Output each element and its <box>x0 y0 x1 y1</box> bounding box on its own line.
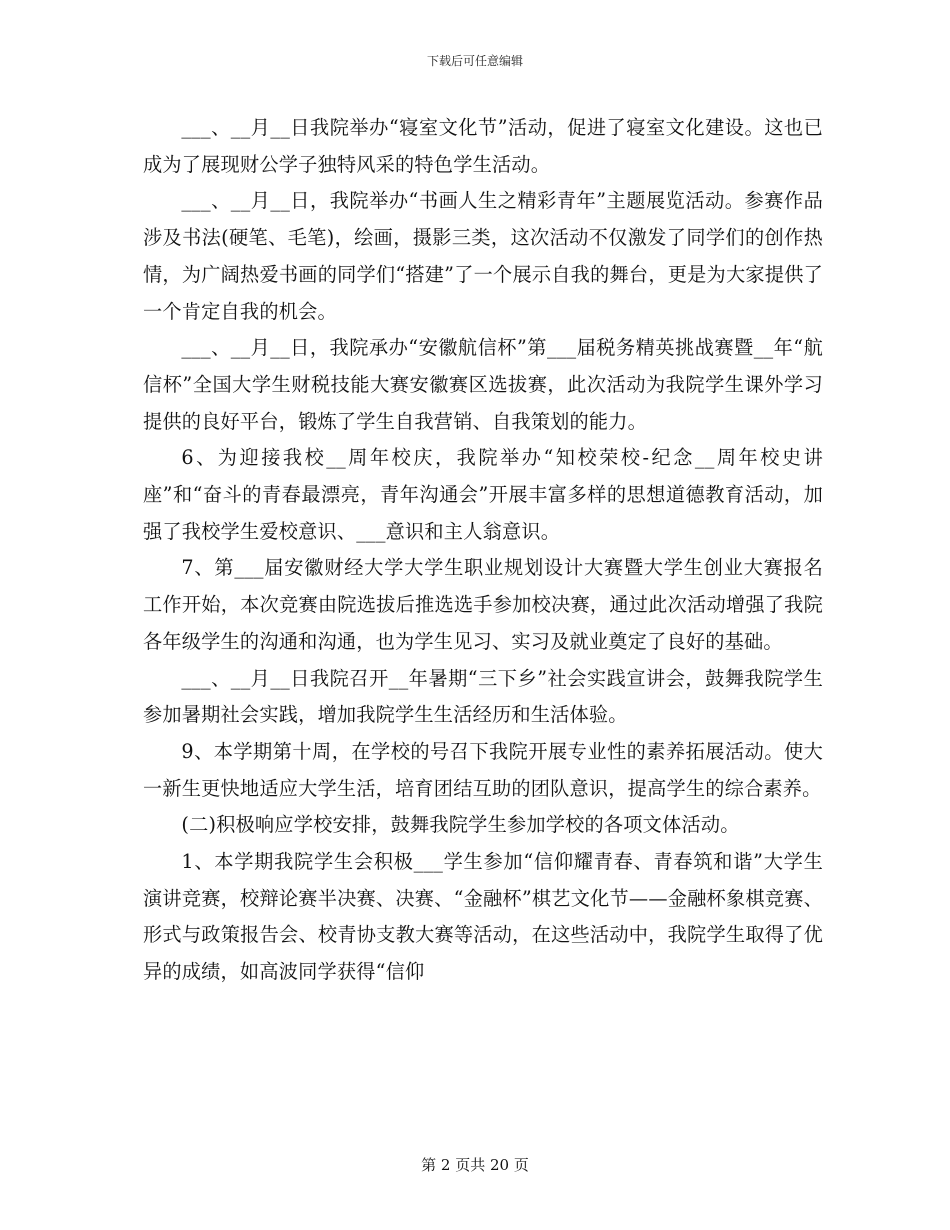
paragraph-8: 1、本学期我院学生会积极___学生参加“信仰耀青春、青春筑和谐”大学生演讲竞赛，校辩论赛半决赛、决赛、“金融杯”棋艺文化节——金融杯象棋竞赛、形式与政策报告会、校青协支教大赛等活动，在这些活动中，我院学生取得了优异的成绩，如高波同学获得“信仰 <box>143 850 823 984</box>
section-heading: (二)积极响应学校安排，鼓舞我院学生参加学校的各项文体活动。 <box>181 813 740 837</box>
paragraph-6: ___、__月__日我院召开__年暑期“三下乡”社会实践宣讲会，鼓舞我院学生参加暑期社会实践，增加我院学生生活经历和生活体验。 <box>143 666 823 727</box>
page-header: 下载后可任意编辑 <box>426 54 523 68</box>
document-body <box>143 110 823 991</box>
paragraph-3: ___、__月__日，我院承办“安徽航信杯”第___届税务精英挑战赛暨__年“航信杯”全国大学生财税技能大赛安徽赛区选拔赛，此次活动为我院学生课外学习提供的良好平台，锻炼了学生自我营销、自我策划的能力。 <box>143 336 823 433</box>
paragraph-5: 7、第___届安徽财经大学大学生职业规划设计大赛暨大学生创业大赛报名工作开始，本次竞赛由院选拔后推选选手参加校决赛，通过此次活动增强了我院各年级学生的沟通和沟通，也为学生见习、实习及就业奠定了良好的基础。 <box>143 556 823 653</box>
page-footer: 第 2 页共 20 页 <box>421 1156 529 1174</box>
paragraph-4: 6、为迎接我校__周年校庆，我院举办“知校荣校-纪念__周年校史讲座”和“奋斗的青春最漂亮，青年沟通会”开展丰富多样的思想道德教育活动，加强了我校学生爱校意识、___意识和主人翁意识。 <box>143 446 823 543</box>
paragraph-7: 9、本学期第十周，在学校的号召下我院开展专业性的素养拓展活动。使大一新生更快地适应大学生活，培育团结互助的团队意识，提高学生的综合素养。 <box>143 739 823 800</box>
paragraph-1: ___、__月__日我院举办“寝室文化节”活动，促进了寝室文化建设。这也已成为了展现财公学子独特风采的特色学生活动。 <box>143 116 823 176</box>
paragraph-2: ___、__月__日，我院举办“书画人生之精彩青年”主题展览活动。参赛作品涉及书法(硬笔、毛笔)，绘画，摄影三类，这次活动不仅激发了同学们的创作热情，为广阔热爱书画的同学们“搭建”了一个展示自我的舞台，更是为大家提供了一个肯定自我的机会。 <box>143 189 823 323</box>
